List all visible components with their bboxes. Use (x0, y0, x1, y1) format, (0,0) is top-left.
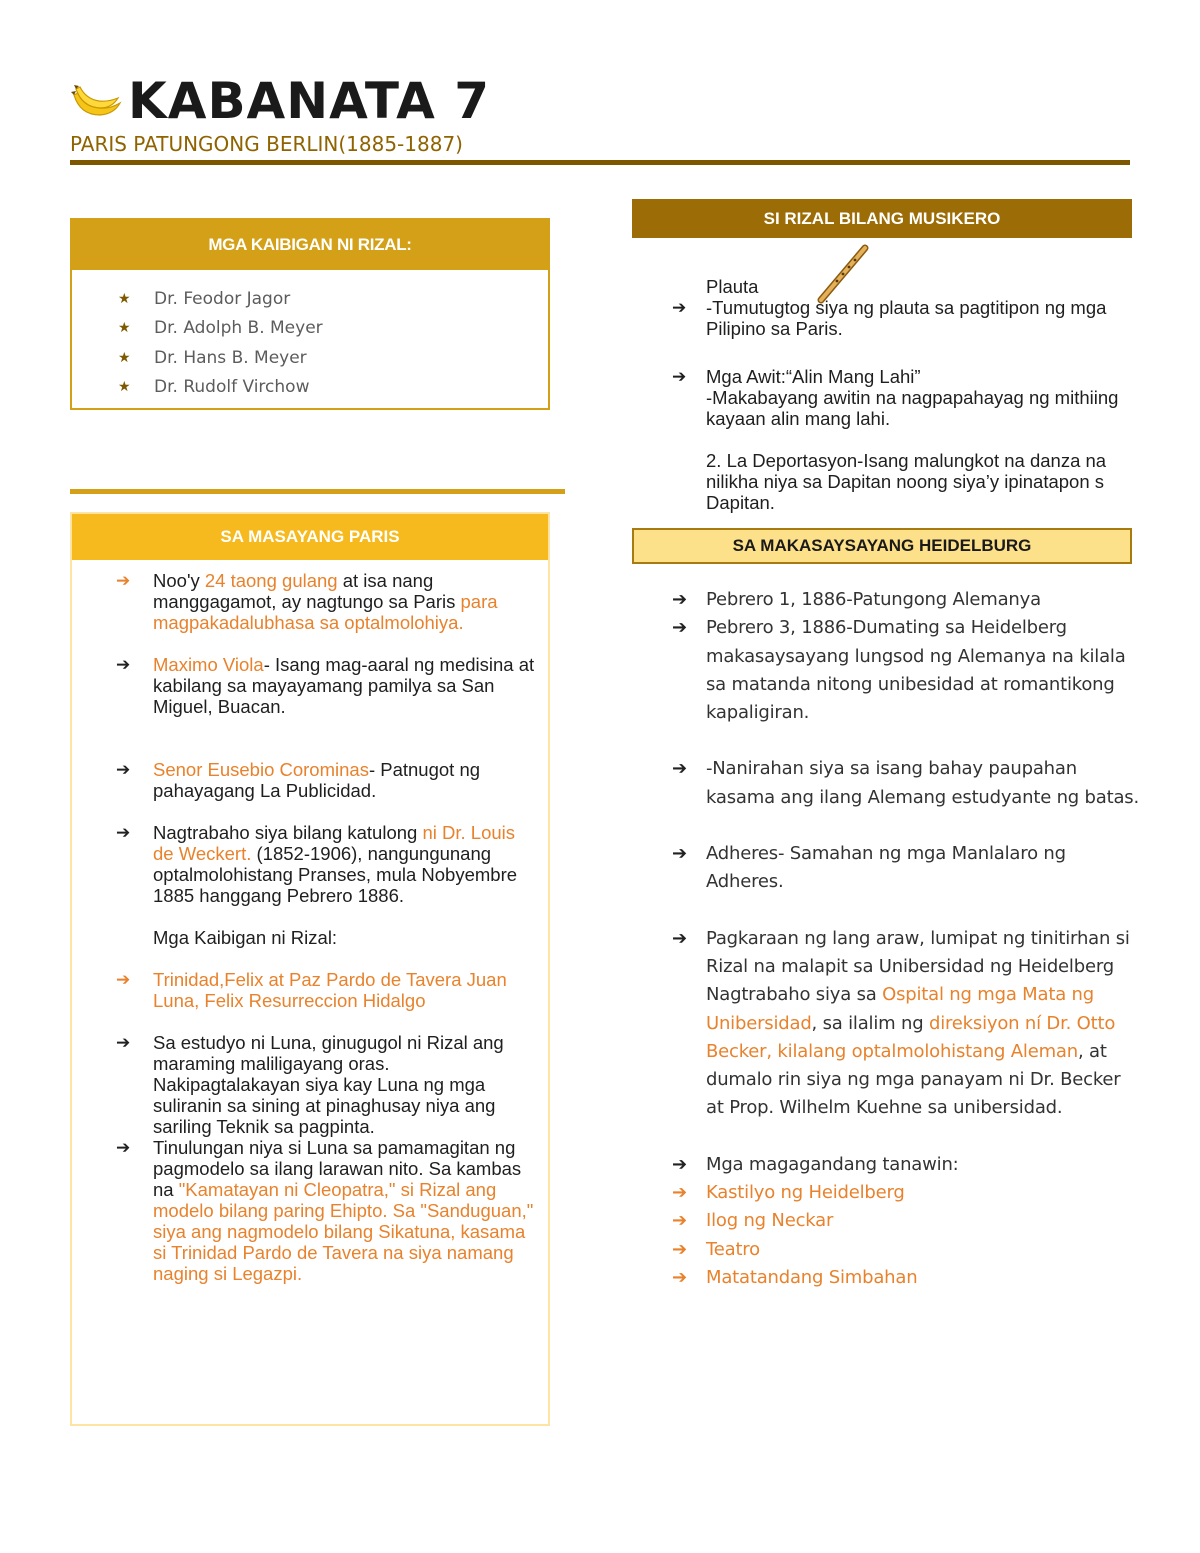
banana-icon (70, 81, 122, 121)
list-item: ➔ -Tumutugtog siya ng plauta sa pagtitipon ng mga Pilipino sa Paris. (672, 297, 1107, 339)
list-item: ➔ Noo'y 24 taong gulang at isa nang manggagamot, ay nagtungo sa Paris para magpakadalubhasa sa optalmolohiya. (116, 570, 498, 633)
friend-name: Dr. Feodor Jagor (154, 288, 291, 309)
plauta-label: Plauta (706, 276, 759, 297)
list-item (118, 343, 548, 373)
list-item: ➔ Mga Awit:“Alin Mang Lahi” -Makabayang awitin na nagpapahayag ng mithiing kayaan alin mang lahi. (672, 366, 1119, 429)
paris-body (72, 560, 548, 1284)
list-item: ➔ Ilog ng Neckar (672, 1207, 1140, 1235)
paris-box (70, 512, 550, 1426)
arrow-right-icon: ➔ (672, 1266, 687, 1288)
friends-heading: MGA KAIBIGAN NI RIZAL: (72, 220, 548, 270)
arrow-right-icon: ➔ (672, 758, 687, 780)
friend-name: Dr. Hans B. Meyer (154, 347, 307, 368)
arrow-right-icon: ➔ (672, 298, 687, 317)
arrow-right-icon: ➔ (672, 1153, 687, 1175)
left-divider (70, 489, 565, 494)
list-item: ➔ Tinulungan niya si Luna sa pamamagitan ng pagmodelo sa ilang larawan nito. Sa kambas na "Kamatayan ni Cleopatra," si Rizal ang modelo bilang paring Ehipto. Sa "Sanduguan," siya ang nagmodelo bilang Sikatuna, kasama si Trinidad Pardo de Tavera na siya namang naging si Legazpi. (116, 1137, 534, 1284)
heidelberg-body (672, 586, 1140, 1292)
title-row (70, 70, 1130, 132)
arrow-right-icon: ➔ (116, 760, 131, 779)
star-icon: ★ (118, 379, 131, 396)
friend-name: Dr. Rudolf Virchow (154, 377, 310, 398)
arrow-right-icon: ➔ (672, 1238, 687, 1260)
page-header (70, 70, 1130, 156)
list-item (118, 284, 548, 314)
list-item: ➔ Mga magagandang tanawin: (672, 1151, 1140, 1179)
header-divider (70, 160, 1130, 165)
star-icon: ★ (118, 320, 131, 337)
paris-heading: SA MASAYANG PARIS (72, 514, 548, 560)
arrow-right-icon: ➔ (116, 571, 131, 590)
list-item: ➔ -Nanirahan siya sa isang bahay paupahan kasama ang ilang Alemang estudyante ng batas. (672, 755, 1140, 812)
music-body (672, 276, 1132, 513)
arrow-right-icon: ➔ (116, 823, 131, 842)
list-item: ➔ Pagkaraan ng lang araw, lumipat ng tinitirhan si Rizal na malapit sa Unibersidad ng Heidelberg Nagtrabaho siya sa Ospital ng mga Mata ng Unibersidad, sa ilalim ng direksiyon ní Dr. Otto Becker, kilalang optalmolohistang Aleman, at dumalo rin siya ng mga panayam ni Dr. Becker at Prop. Wilhelm Kuehne sa unibersidad. (672, 925, 1140, 1123)
star-icon: ★ (118, 290, 131, 307)
arrow-right-icon: ➔ (672, 617, 687, 639)
list-item: ➔ Nagtrabaho siya bilang katulong ni Dr. Louis de Weckert. (1852-1906), nangungunang optalmolohistang Pranses, mula Nobyembre 1885 hanggang Pebrero 1886. (116, 822, 518, 906)
friends-box (70, 218, 550, 410)
list-item (118, 373, 548, 403)
arrow-right-icon: ➔ (116, 970, 131, 989)
friends-list (72, 270, 548, 402)
music-item-deportasyon: 2. La Deportasyon-Isang malungkot na danza na nilikha niya sa Dapitan noong siya’y ipinatapon s Dapitan. (706, 450, 1107, 513)
page-subtitle: PARIS PATUNGONG BERLIN(1885-1887) (70, 132, 463, 156)
friends-label: Mga Kaibigan ni Rizal: (153, 927, 338, 948)
arrow-right-icon: ➔ (116, 1138, 131, 1157)
list-item: ➔ Maximo Viola- Isang mag-aaral ng medisina at kabilang sa mayayamang pamilya sa San Miguel, Buacan. (116, 654, 535, 717)
list-item: ➔ Senor Eusebio Corominas- Patnugot ng pahayagang La Publicidad. (116, 759, 481, 801)
arrow-right-icon: ➔ (672, 843, 687, 865)
arrow-right-icon: ➔ (672, 367, 687, 386)
list-item: ➔ Sa estudyo ni Luna, ginugugol ni Rizal ang maraming maliligayang oras. Nakipagtalakayan siya kay Luna ng mga suliranin sa sining at pinaghusay niya ang sariling Teknik sa pagpinta. (116, 1032, 504, 1137)
star-icon: ★ (118, 349, 131, 366)
arrow-right-icon: ➔ (672, 1210, 687, 1232)
list-item: ➔ Adheres- Samahan ng mga Manlalaro ng Adheres. (672, 840, 1140, 897)
arrow-right-icon: ➔ (672, 589, 687, 610)
arrow-right-icon: ➔ (116, 1033, 131, 1052)
list-item: ➔ Teatro (672, 1236, 1140, 1264)
list-item: ➔ Matatandang Simbahan (672, 1264, 1140, 1292)
list-item (118, 314, 548, 344)
page-title: KABANATA 7 (128, 72, 491, 130)
music-heading: SI RIZAL BILANG MUSIKERO (632, 199, 1132, 238)
friend-name: Dr. Adolph B. Meyer (154, 318, 323, 339)
arrow-right-icon: ➔ (672, 1182, 687, 1204)
list-item: ➔ Pebrero 3, 1886-Dumating sa Heidelberg makasaysayang lungsod ng Alemanya na kilala sa matanda nitong unibesidad at romantikong kapaligiran. (672, 614, 1140, 727)
heidelberg-heading: SA MAKASAYSAYANG HEIDELBURG (632, 528, 1132, 564)
arrow-right-icon: ➔ (116, 655, 131, 674)
arrow-right-icon: ➔ (672, 927, 687, 949)
list-item: ➔ Pebrero 1, 1886-Patungong Alemanya (672, 586, 1140, 614)
list-item: ➔ Kastilyo ng Heidelberg (672, 1179, 1140, 1207)
list-item: ➔ Trinidad,Felix at Paz Pardo de Tavera Juan Luna, Felix Resurreccion Hidalgo (116, 969, 507, 1011)
